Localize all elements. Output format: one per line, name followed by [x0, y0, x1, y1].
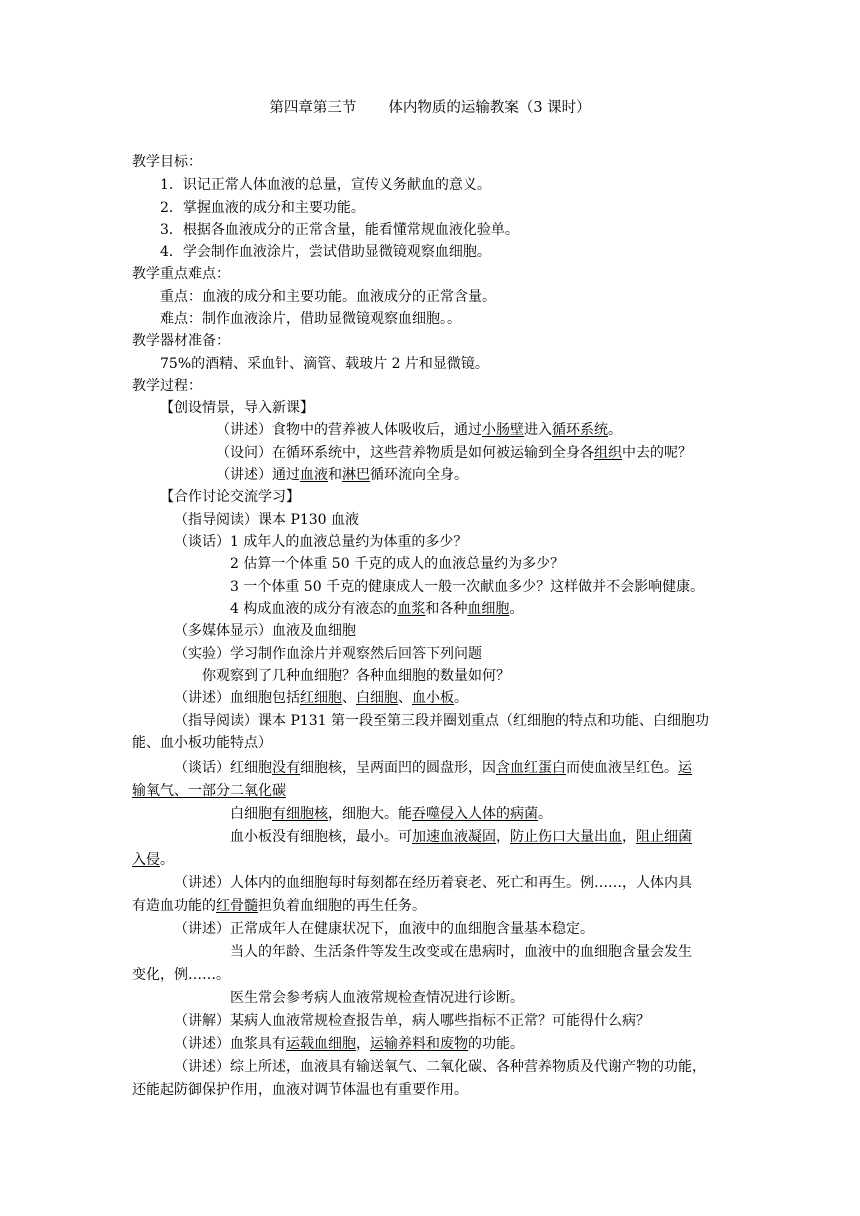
process-line: （讲述）正常成年人在健康状况下，血液中的血细胞含量基本稳定。: [174, 921, 594, 937]
process-line: （讲述）血浆具有运载血细胞，运输养料和废物的功能。: [174, 1036, 524, 1052]
goal-item: 2．掌握血液的成分和主要功能。: [160, 200, 365, 216]
page-title: [0, 98, 860, 118]
process-line: （讲述）通过血液和淋巴循环流向全身。: [216, 467, 468, 483]
process-line: （讲解）某病人血液常规检查报告单，病人哪些指标不正常？可能得什么病？: [174, 1013, 650, 1029]
process-line: 2 估算一个体重 50 千克的成人的血液总量约为多少？: [230, 556, 565, 572]
goal-item: 1．识记正常人体血液的总量，宣传义务献血的意义。: [160, 177, 491, 193]
process-line: 还能起防御保护作用，血液对调节体温也有重要作用。: [132, 1082, 468, 1098]
process-line: 3 一个体重 50 千克的健康成人一般一次献血多少？这样做并不会影响健康。: [230, 579, 705, 595]
section-heading: 【合作讨论交流学习】: [160, 489, 300, 505]
process-line: 变化，例……。: [132, 967, 230, 983]
difficult-point-text: 难点：制作血液涂片，借助显微镜观察血细胞。。: [160, 311, 461, 327]
process-line: 你观察到了几种血细胞？各种血细胞的数量如何？: [202, 668, 510, 684]
process-line: 当人的年龄、生活条件等发生改变或在患病时，血液中的血细胞含量会发生: [230, 944, 692, 960]
title-chapter: 第四章第三节: [269, 100, 357, 116]
materials-heading: 教学器材准备：: [132, 333, 230, 349]
process-line: 有造血功能的红骨髓担负着血细胞的再生任务。: [132, 898, 426, 914]
process-heading: 教学过程：: [132, 378, 202, 394]
process-line: （多媒体显示）血液及血细胞: [174, 623, 356, 639]
process-line: 入侵。: [132, 852, 174, 868]
materials-text: 75%的酒精、采血针、滴管、载玻片 2 片和显微镜。: [160, 356, 489, 372]
goal-item: 3．根据各血液成分的正常含量，能看懂常规血液化验单。: [160, 222, 519, 238]
process-line: 输氧气、一部分二氧化碳: [132, 783, 286, 799]
process-line: （指导阅读）课本 P130 血液: [174, 512, 360, 528]
process-line: （讲述）综上所述，血液具有输送氧气、二氧化碳、各种营养物质及代谢产物的功能，: [174, 1059, 706, 1075]
process-line: （设问）在循环系统中，这些营养物质是如何被运输到全身各组织中去的呢？: [216, 445, 692, 461]
process-line: 血小板没有细胞核，最小。可加速血液凝固，防止伤口大量出血，阻止细菌: [230, 829, 692, 845]
process-line: （谈话）红细胞没有细胞核，呈两面凹的圆盘形，因含血红蛋白而使血液呈红色。运: [174, 760, 692, 776]
process-line: （讲述）血细胞包括红细胞、白细胞、血小板。: [174, 690, 468, 706]
process-line: （实验）学习制作血涂片并观察然后回答下列问题: [174, 646, 482, 662]
process-line: （指导阅读）课本 P131 第一段至第三段并圈划重点（红细胞的特点和功能、白细胞功: [174, 713, 710, 729]
section-heading: 【创设情景，导入新课】: [160, 400, 314, 416]
key-points-heading: 教学重点难点：: [132, 266, 230, 282]
goal-item: 4．学会制作血液涂片，尝试借助显微镜观察血细胞。: [160, 244, 491, 260]
goals-heading: 教学目标：: [132, 154, 202, 170]
process-line: （讲述）人体内的血细胞每时每刻都在经历着衰老、死亡和再生。例……，人体内具: [174, 875, 692, 891]
process-line: （讲述）食物中的营养被人体吸收后，通过小肠壁进入循环系统。: [216, 422, 622, 438]
title-topic: 体内物质的运输教案（3 课时）: [388, 100, 591, 116]
process-line: 能、血小板功能特点）: [132, 735, 272, 751]
process-line: 4 构成血液的成分有液态的血浆和各种血细胞。: [230, 601, 524, 617]
process-line: 医生常会参考病人血液常规检查情况进行诊断。: [230, 990, 524, 1006]
process-line: 白细胞有细胞核，细胞大。能吞噬侵入人体的病菌。: [230, 806, 552, 822]
key-point-text: 重点：血液的成分和主要功能。血液成分的正常含量。: [160, 289, 496, 305]
process-line: （谈话）1 成年人的血液总量约为体重的多少？: [174, 534, 468, 550]
